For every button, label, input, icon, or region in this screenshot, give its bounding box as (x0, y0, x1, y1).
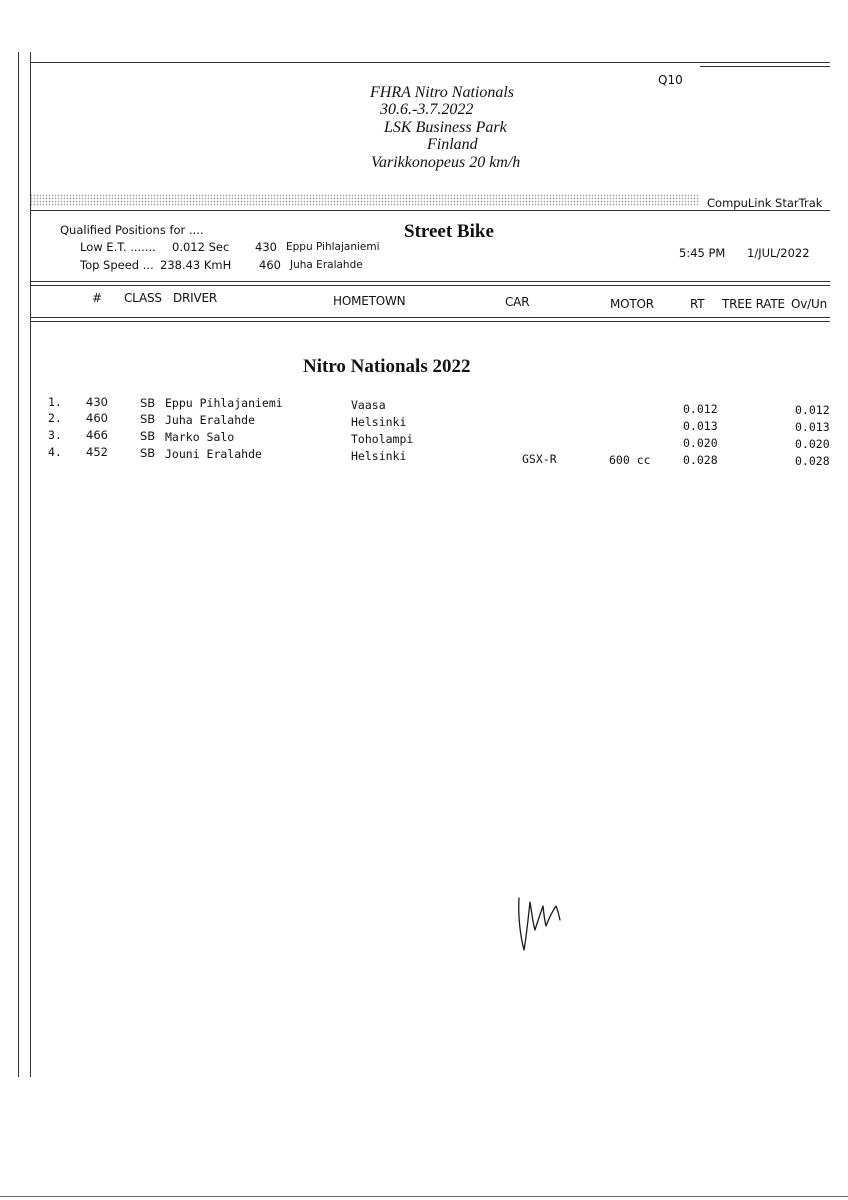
row-number: 466 (86, 428, 108, 442)
event-note: Varikkonopeus 20 km/h (371, 154, 521, 171)
low-et-driver: Eppu Pihlajaniemi (286, 241, 380, 253)
section-title: Nitro Nationals 2022 (303, 356, 471, 377)
header-rule-2 (30, 285, 830, 286)
top-rule-2 (700, 66, 830, 67)
row-number: 452 (86, 445, 108, 459)
header-rule-1 (30, 281, 830, 282)
row-class: SB (140, 412, 156, 426)
row-driver: Eppu Pihlajaniemi (165, 396, 283, 410)
row-number: 430 (86, 395, 108, 409)
event-title: FHRA Nitro Nationals (370, 84, 515, 101)
row-ovun: 0.020 (795, 437, 830, 451)
col-tree-rate: TREE RATE (722, 297, 785, 311)
low-et-value: 0.012 Sec (172, 240, 230, 254)
col-rt: RT (690, 297, 705, 311)
report-date: 1/JUL/2022 (747, 246, 810, 260)
bottom-rule (0, 1196, 848, 1197)
row-driver: Jouni Eralahde (165, 447, 262, 461)
low-et-label: Low E.T. ....... (80, 240, 156, 254)
row-rt: 0.013 (683, 419, 718, 433)
row-hometown: Helsinki (351, 415, 407, 429)
row-class: SB (140, 396, 156, 410)
top-speed-label: Top Speed ... (80, 258, 154, 272)
row-position: 4. (48, 445, 62, 459)
row-driver: Marko Salo (165, 430, 235, 444)
col-class: CLASS (124, 291, 162, 305)
top-rule (30, 62, 830, 63)
row-position: 3. (48, 428, 62, 442)
col-car: CAR (505, 295, 530, 309)
row-rt: 0.028 (683, 453, 718, 467)
low-et-num: 430 (255, 240, 277, 254)
row-number: 460 (86, 411, 108, 425)
row-class: SB (140, 429, 156, 443)
event-dates: 30.6.-3.7.2022 (380, 101, 474, 118)
report-time: 5:45 PM (679, 246, 726, 260)
row-hometown: Vaasa (351, 398, 386, 412)
row-hometown: Toholampi (351, 432, 414, 446)
top-speed-value: 238.43 KmH (160, 258, 232, 272)
band-rule (30, 210, 830, 211)
row-rt: 0.020 (683, 436, 718, 450)
row-position: 2. (48, 411, 62, 425)
row-ovun: 0.028 (795, 454, 830, 468)
columns-rule-1 (30, 317, 830, 318)
system-name: CompuLink StarTrak (707, 196, 823, 210)
event-venue: LSK Business Park (384, 119, 507, 136)
row-car: GSX-R (522, 452, 557, 466)
row-position: 1. (48, 395, 62, 409)
page-code: Q10 (658, 73, 683, 87)
row-motor: 600 cc (609, 453, 651, 467)
row-ovun: 0.013 (795, 420, 830, 434)
columns-rule-2 (30, 321, 830, 322)
row-class: SB (140, 446, 156, 460)
col-motor: MOTOR (610, 297, 654, 311)
col-ovun: Ov/Un (791, 297, 827, 311)
col-driver: DRIVER (173, 291, 218, 305)
row-rt: 0.012 (683, 402, 718, 416)
col-hometown: HOMETOWN (333, 294, 406, 308)
dotted-band (30, 194, 700, 206)
left-border (18, 52, 19, 1077)
event-country: Finland (427, 136, 478, 153)
top-speed-driver: Juha Eralahde (290, 259, 363, 271)
row-driver: Juha Eralahde (165, 413, 256, 427)
top-speed-num: 460 (259, 258, 281, 272)
qualified-heading: Qualified Positions for .... (60, 223, 204, 237)
class-title: Street Bike (404, 221, 494, 242)
signature (510, 890, 580, 960)
col-num: # (92, 291, 102, 305)
row-hometown: Helsinki (351, 449, 407, 463)
row-ovun: 0.012 (795, 403, 830, 417)
